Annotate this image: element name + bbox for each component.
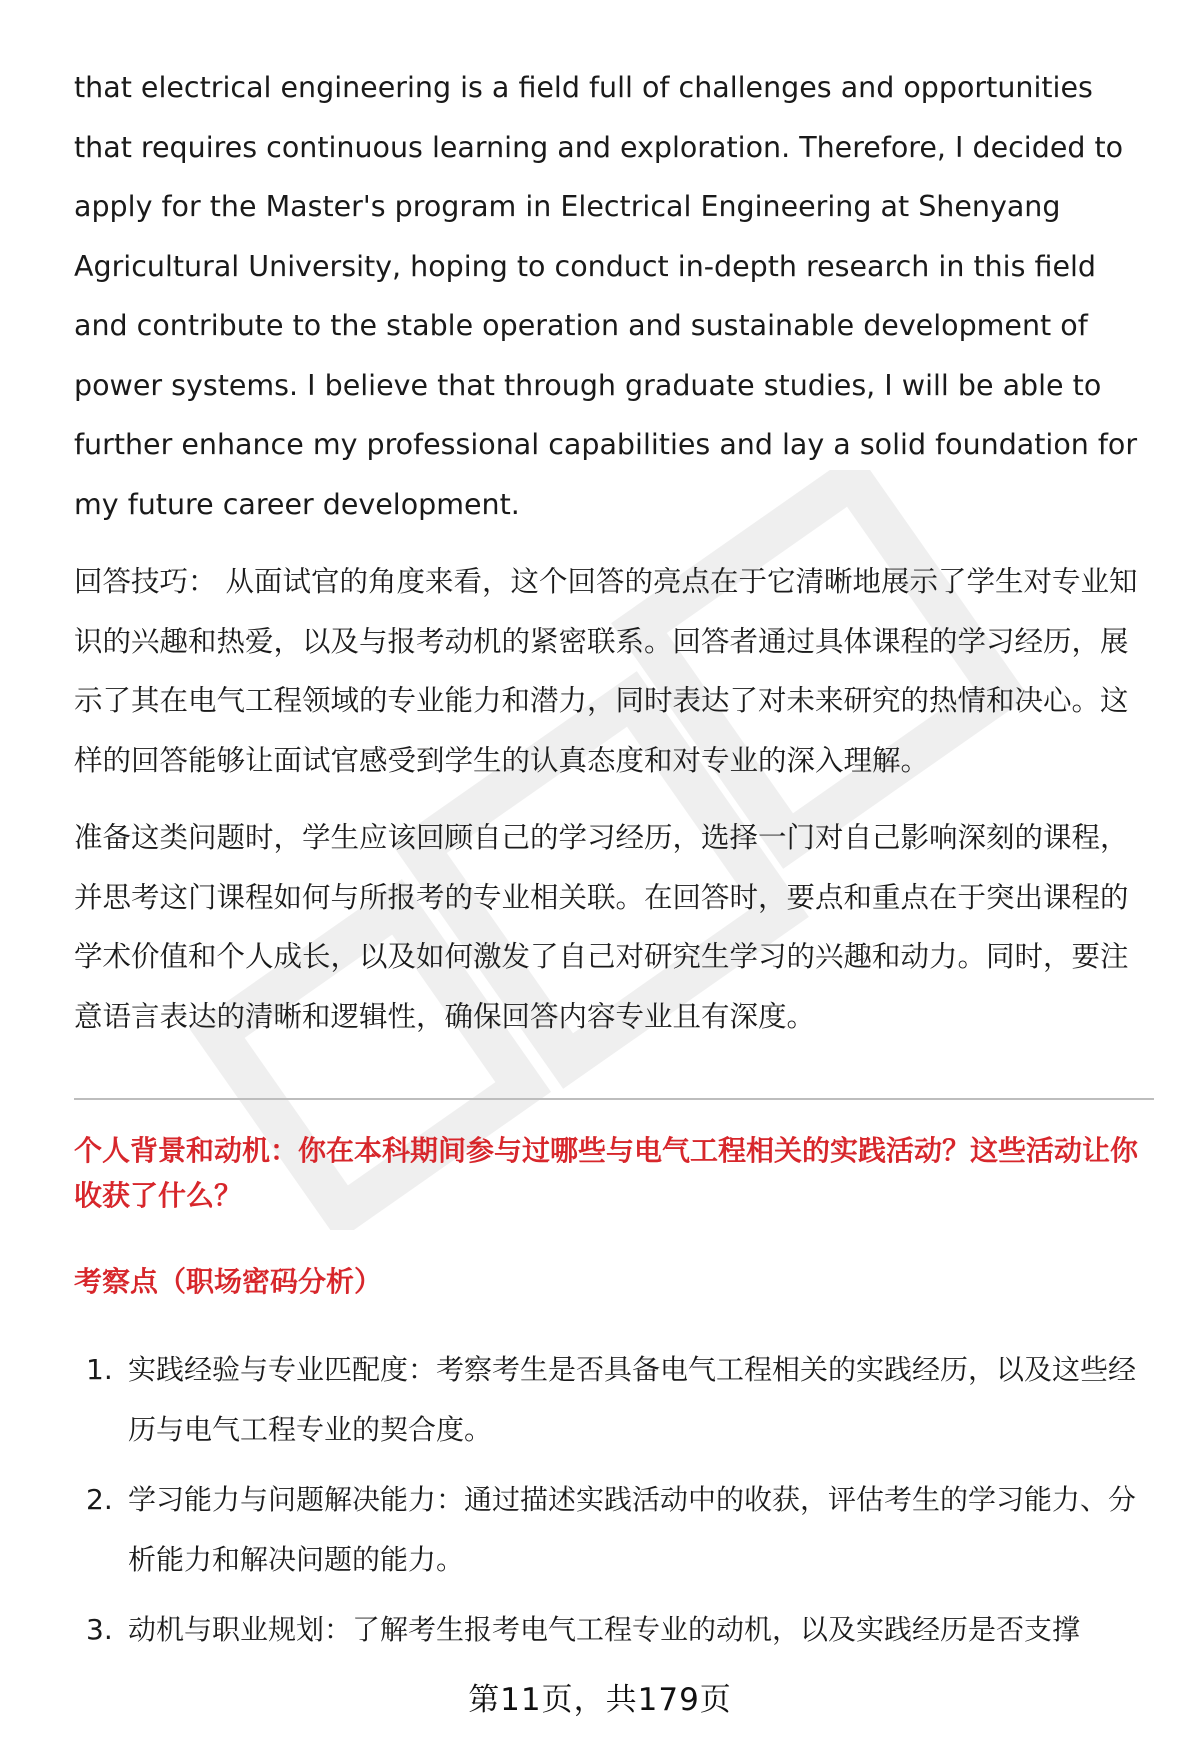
assessment-points-list [74, 1340, 1154, 1670]
list-item-text: 实践经验与专业匹配度：考察考生是否具备电气工程相关的实践经历，以及这些经历与电气工程专业的契合度。 [128, 1353, 1137, 1446]
list-item-number: 1. [86, 1353, 113, 1386]
list-item [74, 1600, 1154, 1660]
list-item-number: 2. [86, 1483, 113, 1516]
english-answer-paragraph: that electrical engineering is a field full of challenges and opportunities that requires continuous learning and exploration. Therefore, I decided to apply for the Master's program in Electrical Engineering at Shenyang Agricultural University, hoping to conduct in-depth research in this field and contribute to the stable operation and sustainable development of power systems. I believe that through graduate studies, I will be able to further enhance my professional capabilities and lay a solid foundation for my future career development. [74, 71, 1138, 521]
page-number-footer: 第11页，共179页 [468, 1682, 732, 1718]
list-item [74, 1340, 1154, 1460]
list-item [74, 1470, 1154, 1590]
list-item-text: 学习能力与问题解决能力：通过描述实践活动中的收获，评估考生的学习能力、分析能力和解决问题的能力。 [128, 1483, 1137, 1576]
list-item-text: 动机与职业规划：了解考生报考电气工程专业的动机，以及实践经历是否支撑 [128, 1613, 1081, 1646]
document-body [74, 58, 1154, 1046]
assessment-points-heading: 考察点（职场密码分析） [74, 1265, 383, 1298]
interview-question-heading: 个人背景和动机：你在本科期间参与过哪些与电气工程相关的实践活动？这些活动让你收获了什么？ [74, 1134, 1139, 1212]
list-item-number: 3. [86, 1613, 113, 1646]
section-divider [74, 1098, 1154, 1100]
answer-tips-paragraph: 回答技巧： 从面试官的角度来看，这个回答的亮点在于它清晰地展示了学生对专业知识的兴趣和热爱，以及与报考动机的紧密联系。回答者通过具体课程的学习经历，展示了其在电气工程领域的专业能力和潜力，同时表达了对未来研究的热情和决心。这样的回答能够让面试官感受到学生的认真态度和对专业的深入理解。 [74, 565, 1138, 777]
preparation-advice-paragraph: 准备这类问题时，学生应该回顾自己的学习经历，选择一门对自己影响深刻的课程，并思考这门课程如何与所报考的专业相关联。在回答时，要点和重点在于突出课程的学术价值和个人成长，以及如何激发了自己对研究生学习的兴趣和动力。同时，要注意语言表达的清晰和逻辑性，确保回答内容专业且有深度。 [74, 821, 1129, 1033]
